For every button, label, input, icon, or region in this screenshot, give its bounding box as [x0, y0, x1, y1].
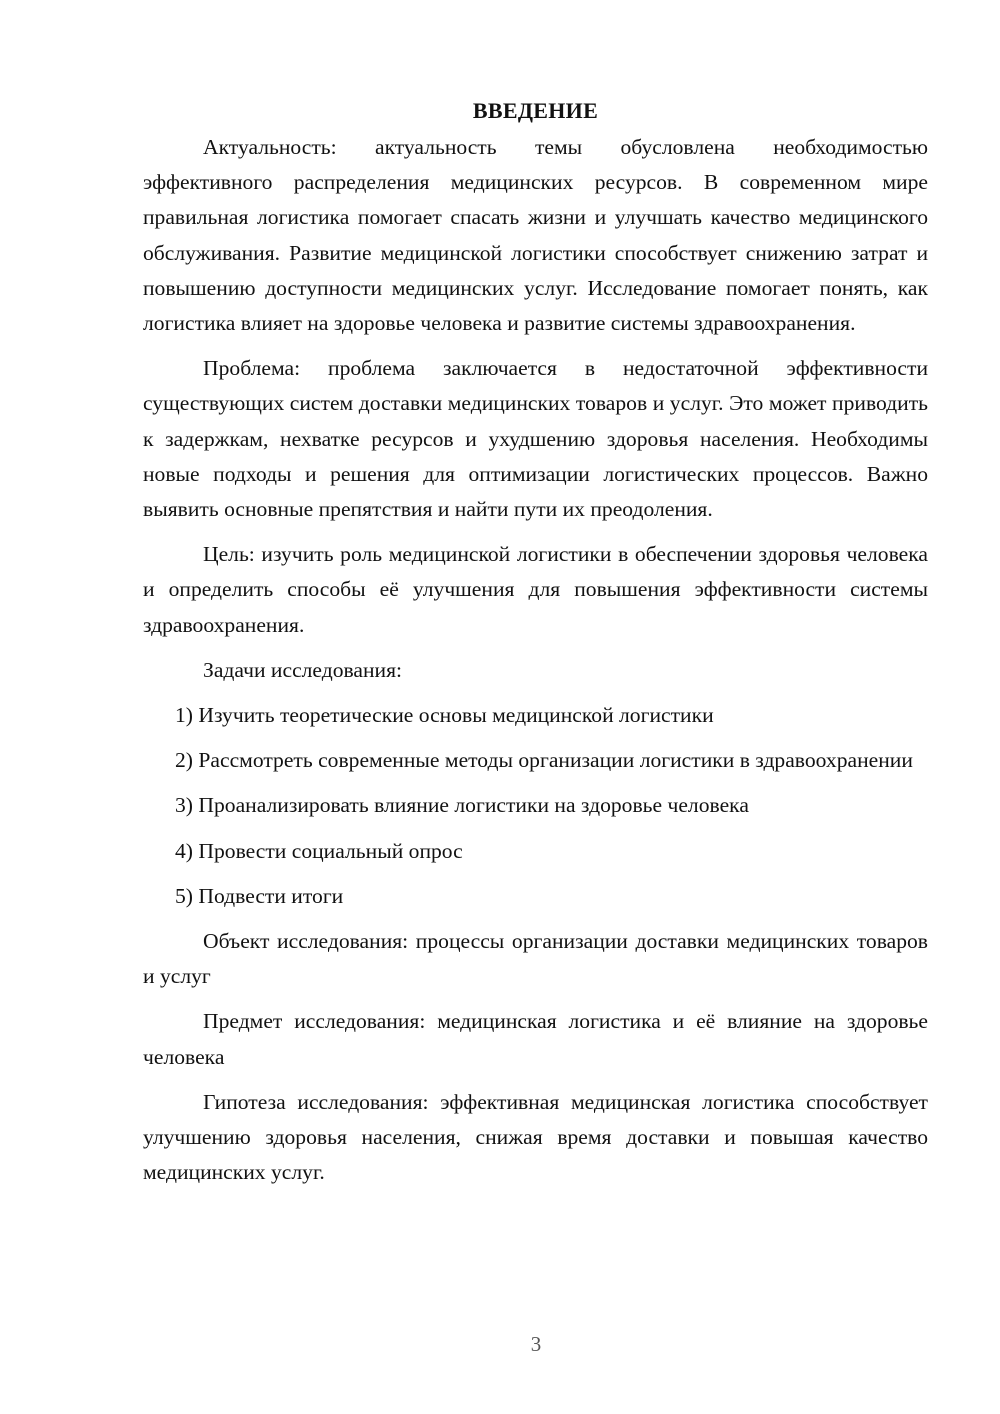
problem-paragraph: Проблема: проблема заключается в недостаточной эффективности существующих систем доставки медицинских товаров и услуг. Это может приводить к задержкам, нехватке ресурсов и ухудшению здоровья населения. Необходимы новые подходы и решения для оптимизации логистических процессов. Важно выявить основные препятствия и найти пути их преодоления.	[143, 356, 928, 522]
goal-paragraph: Цель: изучить роль медицинской логистики в обеспечении здоровья человека и определить способы её улучшения для повышения эффективности системы здравоохранения.	[143, 542, 928, 637]
relevance-paragraph: Актуальность: актуальность темы обусловлена необходимостью эффективного распределения медицинских ресурсов. В современном мире правильная логистика помогает спасать жизни и улучшать качество медицинского обслуживания. Развитие медицинской логистики способствует снижению затрат и повышению доступности медицинских услуг. Исследование помогает понять, как логистика влияет на здоровье человека и развитие системы здравоохранения.	[143, 135, 928, 336]
task-item: 4) Провести социальный опрос	[175, 838, 463, 863]
tasks-heading: Задачи исследования:	[203, 657, 403, 682]
subject-paragraph: Предмет исследования: медицинская логистика и её влияние на здоровье человека	[143, 1009, 928, 1069]
task-item: 3) Проанализировать влияние логистики на здоровье человека	[175, 793, 749, 818]
page-number: 3	[530, 1332, 542, 1356]
hypothesis-paragraph: Гипотеза исследования: эффективная медицинская логистика способствует улучшению здоровья населения, снижая время доставки и повышая качество медицинских услуг.	[143, 1089, 928, 1185]
task-item: 2) Рассмотреть современные методы организации логистики в здравоохранении	[175, 748, 913, 773]
object-paragraph: Объект исследования: процессы организации доставки медицинских товаров и услуг	[143, 929, 928, 989]
document-page	[143, 96, 928, 1200]
task-item: 5) Подвести итоги	[175, 883, 344, 908]
tasks-list	[143, 698, 928, 914]
page-title: ВВЕДЕНИЕ	[472, 98, 599, 123]
task-item: 1) Изучить теоретические основы медицинской логистики	[175, 703, 714, 728]
